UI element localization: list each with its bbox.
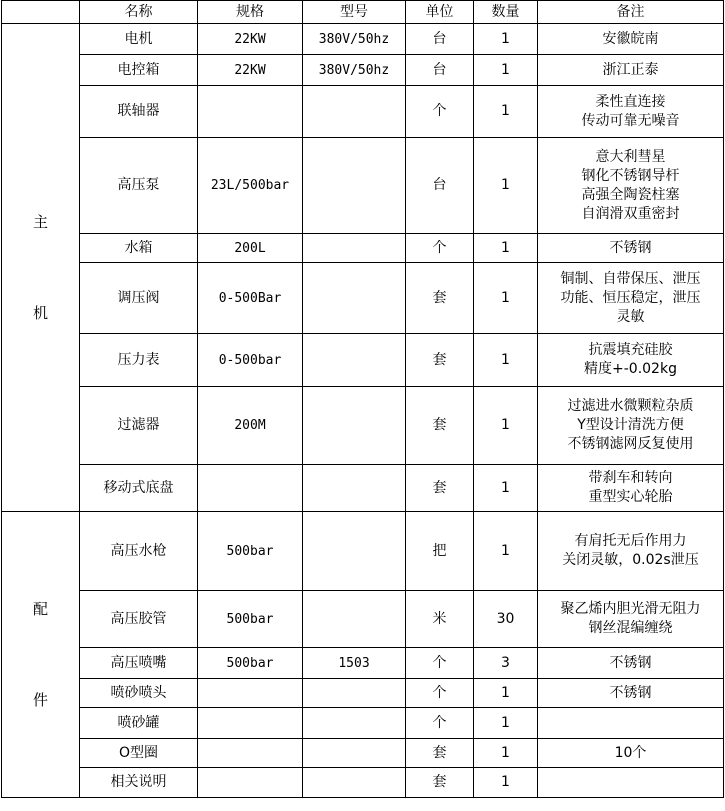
- cell-note: [538, 648, 724, 679]
- table-row: [2, 648, 724, 679]
- cell-name: 水箱: [80, 234, 198, 263]
- cell-qty: 1: [474, 263, 538, 334]
- cell-spec: [198, 679, 303, 708]
- table-row: [2, 387, 724, 465]
- table-row: [2, 739, 724, 768]
- cell-model: 1503: [303, 648, 406, 679]
- cell-note: [538, 55, 724, 86]
- cell-note: [538, 512, 724, 591]
- cell-unit: 把: [406, 512, 474, 591]
- cell-qty: 1: [474, 739, 538, 768]
- cell-name: 电机: [80, 24, 198, 55]
- cell-unit: 套: [406, 739, 474, 768]
- cell-qty: 1: [474, 86, 538, 138]
- header-spec: 规格: [198, 1, 303, 24]
- cell-unit: 个: [406, 708, 474, 739]
- cell-spec: 0-500bar: [198, 334, 303, 387]
- cell-note: [538, 679, 724, 708]
- cell-model: 380V/50hz: [303, 55, 406, 86]
- equipment-spec-table: [1, 0, 724, 798]
- group-label-accessories: [2, 512, 80, 798]
- cell-name: O型圈: [80, 739, 198, 768]
- note-line: 高强全陶瓷柱塞: [581, 186, 680, 203]
- group-label-char: 配: [32, 599, 48, 618]
- cell-qty: 1: [474, 234, 538, 263]
- note-line: 聚乙烯内胆光滑无阻力: [560, 601, 701, 617]
- cell-note: [538, 86, 724, 138]
- cell-model: [303, 591, 406, 648]
- cell-note: [538, 387, 724, 465]
- header-model: 型号: [303, 1, 406, 24]
- table-row: [2, 138, 724, 234]
- cell-unit: 套: [406, 263, 474, 334]
- cell-qty: 1: [474, 512, 538, 591]
- cell-spec: 22KW: [198, 24, 303, 55]
- cell-spec: 500bar: [198, 648, 303, 679]
- cell-model: [303, 387, 406, 465]
- header-name: 名称: [80, 1, 198, 24]
- cell-note: [538, 465, 724, 512]
- cell-note: [538, 138, 724, 234]
- cell-note: [538, 263, 724, 334]
- note-line: 功能、恒压稳定，泄压: [560, 289, 701, 306]
- cell-spec: [198, 739, 303, 768]
- note-line: 自润滑双重密封: [581, 205, 680, 222]
- cell-model: [303, 234, 406, 263]
- cell-note: [538, 739, 724, 768]
- cell-name: 调压阀: [80, 263, 198, 334]
- cell-unit: 台: [406, 24, 474, 55]
- cell-qty: 3: [474, 648, 538, 679]
- cell-spec: 500bar: [198, 591, 303, 648]
- cell-model: [303, 739, 406, 768]
- cell-spec: 200M: [198, 387, 303, 465]
- note-line: 意大利彗星: [595, 148, 666, 165]
- table-row: [2, 512, 724, 591]
- note-line: 浙江正泰: [602, 61, 659, 78]
- cell-name: 电控箱: [80, 55, 198, 86]
- table-row: [2, 86, 724, 138]
- cell-name: 高压水枪: [80, 512, 198, 591]
- cell-model: [303, 334, 406, 387]
- cell-unit: 个: [406, 679, 474, 708]
- cell-name: 压力表: [80, 334, 198, 387]
- cell-spec: [198, 465, 303, 512]
- cell-spec: 22KW: [198, 55, 303, 86]
- note-line: 柔性直连接: [595, 93, 666, 110]
- cell-unit: 套: [406, 768, 474, 798]
- cell-unit: 套: [406, 334, 474, 387]
- note-line: 不锈钢: [609, 684, 652, 701]
- note-line: 铜制、自带保压、泄压: [560, 270, 701, 287]
- group-label-char: 件: [32, 690, 48, 709]
- table-row: [2, 591, 724, 648]
- cell-model: [303, 679, 406, 708]
- table-row: [2, 679, 724, 708]
- cell-qty: 1: [474, 679, 538, 708]
- cell-model: [303, 768, 406, 798]
- note-line: 钢化不锈钢导杆: [581, 167, 680, 184]
- cell-name: 高压喷嘴: [80, 648, 198, 679]
- cell-qty: 1: [474, 465, 538, 512]
- cell-unit: 套: [406, 387, 474, 465]
- cell-qty: 1: [474, 768, 538, 798]
- note-line: 不锈钢: [609, 654, 652, 671]
- cell-name: 喷砂罐: [80, 708, 198, 739]
- cell-model: [303, 263, 406, 334]
- cell-name: 移动式底盘: [80, 465, 198, 512]
- note-line: 不锈钢滤网反复使用: [567, 436, 694, 452]
- cell-spec: [198, 86, 303, 138]
- note-line: 有肩托无后作用力: [574, 533, 687, 549]
- table-row: [2, 234, 724, 263]
- cell-qty: 1: [474, 334, 538, 387]
- cell-model: [303, 86, 406, 138]
- cell-unit: 个: [406, 86, 474, 138]
- note-line: 带刹车和转向: [588, 470, 673, 486]
- table-row: [2, 465, 724, 512]
- note-line: 钢丝混编缠绕: [588, 620, 673, 636]
- cell-note: [538, 708, 724, 739]
- cell-name: 高压泵: [80, 138, 198, 234]
- note-line: 精度+-0.02kg: [584, 361, 677, 377]
- group-label-main-unit: [2, 24, 80, 512]
- header-note: 备注: [538, 1, 724, 24]
- cell-qty: 1: [474, 138, 538, 234]
- cell-qty: 1: [474, 55, 538, 86]
- cell-spec: 500bar: [198, 512, 303, 591]
- note-line: 灵敏: [616, 308, 645, 325]
- cell-spec: 23L/500bar: [198, 138, 303, 234]
- cell-note: [538, 234, 724, 263]
- cell-model: [303, 138, 406, 234]
- note-line: 不锈钢: [609, 239, 652, 256]
- cell-spec: [198, 768, 303, 798]
- table-row: [2, 708, 724, 739]
- cell-qty: 1: [474, 24, 538, 55]
- note-line: 过滤进水微颗粒杂质: [567, 398, 694, 414]
- cell-qty: 30: [474, 591, 538, 648]
- cell-qty: 1: [474, 387, 538, 465]
- cell-model: [303, 465, 406, 512]
- cell-unit: 米: [406, 591, 474, 648]
- cell-unit: 个: [406, 648, 474, 679]
- cell-unit: 个: [406, 234, 474, 263]
- cell-note: [538, 591, 724, 648]
- cell-model: [303, 512, 406, 591]
- table-row: [2, 24, 724, 55]
- group-label-char: 主: [32, 212, 48, 231]
- cell-name: 高压胶管: [80, 591, 198, 648]
- cell-qty: 1: [474, 708, 538, 739]
- header-qty: 数量: [474, 1, 538, 24]
- cell-spec: 200L: [198, 234, 303, 263]
- cell-model: [303, 708, 406, 739]
- note-line: 抗震填充硅胶: [588, 342, 673, 358]
- cell-note: [538, 768, 724, 798]
- cell-model: 380V/50hz: [303, 24, 406, 55]
- cell-spec: 0-500Bar: [198, 263, 303, 334]
- header-unit: 单位: [406, 1, 474, 24]
- table-row: [2, 334, 724, 387]
- cell-name: 过滤器: [80, 387, 198, 465]
- group-label-char: 机: [32, 303, 48, 322]
- cell-note: [538, 334, 724, 387]
- note-line: 关闭灵敏，0.02s泄压: [562, 552, 699, 568]
- note-line: 10个: [614, 744, 647, 761]
- cell-name: 喷砂喷头: [80, 679, 198, 708]
- header-group-blank: [2, 1, 80, 24]
- note-line: 安徽皖南: [602, 30, 659, 47]
- cell-unit: 台: [406, 55, 474, 86]
- note-line: Y型设计清洗方便: [577, 417, 684, 433]
- cell-unit: 套: [406, 465, 474, 512]
- table-row: [2, 55, 724, 86]
- cell-spec: [198, 708, 303, 739]
- cell-unit: 台: [406, 138, 474, 234]
- note-line: 重型实心轮胎: [588, 489, 673, 505]
- note-line: 传动可靠无噪音: [581, 112, 680, 129]
- cell-name: 联轴器: [80, 86, 198, 138]
- cell-note: [538, 24, 724, 55]
- table-row: [2, 768, 724, 798]
- cell-name: 相关说明: [80, 768, 198, 798]
- table-header-row: [2, 1, 724, 24]
- table-row: [2, 263, 724, 334]
